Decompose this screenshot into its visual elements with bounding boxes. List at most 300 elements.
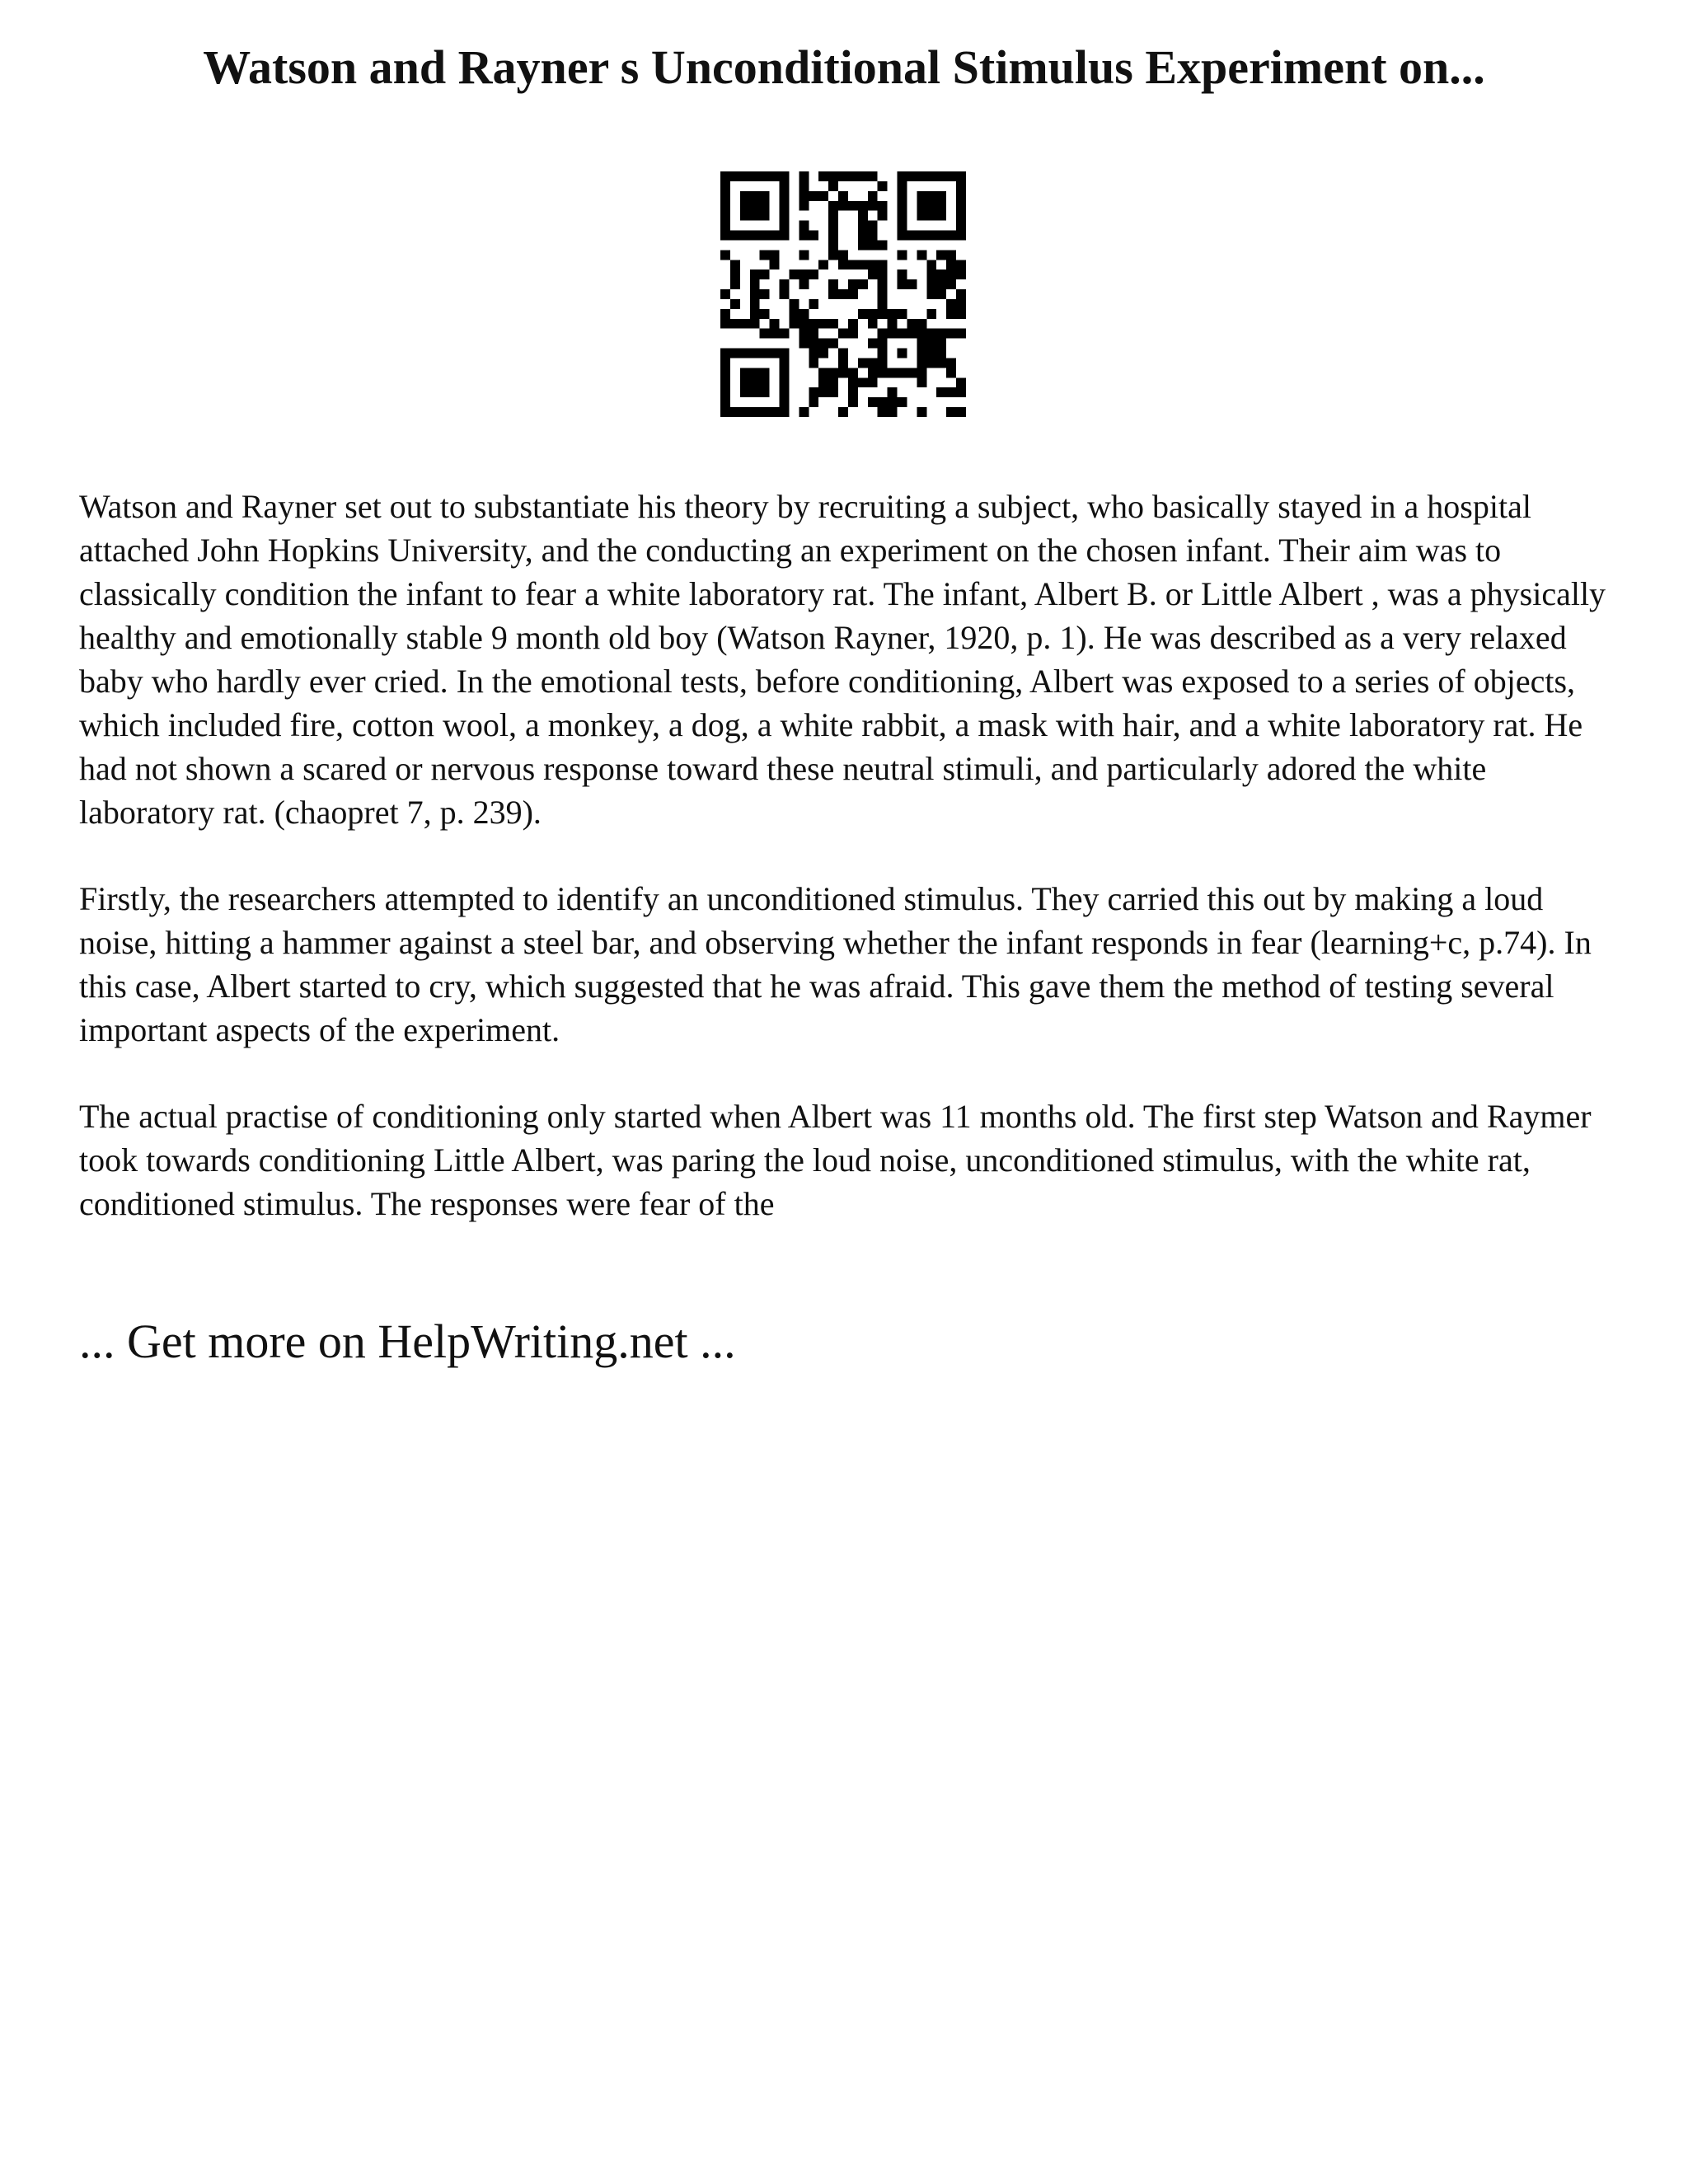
qr-module [740, 349, 750, 359]
qr-module [750, 289, 760, 299]
qr-module [858, 171, 868, 181]
qr-module [946, 269, 956, 279]
qr-module [730, 407, 740, 417]
qr-module [868, 269, 878, 279]
qr-module [956, 211, 966, 221]
qr-module [780, 211, 790, 221]
qr-module [858, 358, 868, 368]
qr-module [917, 358, 926, 368]
qr-module [780, 358, 790, 368]
qr-module [936, 171, 946, 181]
qr-module [780, 201, 790, 211]
qr-module [946, 407, 956, 417]
qr-module [770, 231, 780, 241]
qr-module [926, 269, 936, 279]
qr-module [878, 397, 888, 407]
qr-module [799, 231, 809, 241]
qr-module [858, 377, 868, 387]
qr-module [868, 319, 878, 329]
qr-module [838, 260, 848, 269]
qr-module [750, 279, 760, 289]
qr-module [898, 201, 907, 211]
qr-module [868, 377, 878, 387]
qr-module [799, 201, 809, 211]
qr-module [730, 260, 740, 269]
qr-module [760, 201, 770, 211]
qr-module [780, 171, 790, 181]
qr-code-graphic [720, 171, 966, 417]
qr-module [730, 171, 740, 181]
qr-module [740, 407, 750, 417]
qr-module [780, 231, 790, 241]
qr-module [720, 201, 730, 211]
qr-module [780, 191, 790, 201]
qr-module [780, 377, 790, 387]
qr-module [868, 397, 878, 407]
qr-module [730, 231, 740, 241]
qr-module [878, 329, 888, 339]
qr-module [898, 309, 907, 319]
qr-module [780, 289, 790, 299]
qr-module [760, 250, 770, 260]
qr-module [780, 329, 790, 339]
qr-module [730, 269, 740, 279]
qr-module [868, 221, 878, 231]
qr-module [750, 269, 760, 279]
qr-module [720, 387, 730, 397]
qr-module [720, 191, 730, 201]
qr-module [848, 377, 858, 387]
qr-module [838, 358, 848, 368]
qr-module [740, 211, 750, 221]
qr-module [828, 377, 838, 387]
qr-module [917, 368, 926, 377]
qr-module [956, 309, 966, 319]
qr-module [770, 171, 780, 181]
qr-module [809, 339, 818, 349]
qr-module [770, 329, 780, 339]
qr-module [720, 309, 730, 319]
qr-module [888, 407, 898, 417]
qr-module [799, 171, 809, 181]
qr-module [878, 260, 888, 269]
qr-module [780, 407, 790, 417]
qr-module [936, 231, 946, 241]
qr-module [780, 387, 790, 397]
qr-module [888, 397, 898, 407]
get-more-link[interactable]: ... Get more on HelpWriting.net ... [79, 1315, 736, 1368]
qr-module [878, 240, 888, 250]
qr-module [936, 269, 946, 279]
qr-module [946, 279, 956, 289]
qr-module [740, 201, 750, 211]
qr-module [740, 191, 750, 201]
qr-module [809, 231, 818, 241]
qr-module [828, 211, 838, 221]
qr-module [936, 250, 946, 260]
qr-module [809, 319, 818, 329]
qr-module [750, 407, 760, 417]
qr-module [720, 319, 730, 329]
qr-module [868, 260, 878, 269]
qr-module [750, 349, 760, 359]
qr-module [720, 349, 730, 359]
qr-module [878, 269, 888, 279]
qr-module [858, 309, 868, 319]
qr-module [917, 171, 926, 181]
qr-module [760, 368, 770, 377]
qr-module [828, 279, 838, 289]
qr-module [936, 329, 946, 339]
qr-module [799, 329, 809, 339]
qr-module [868, 191, 878, 201]
qr-module [828, 221, 838, 231]
qr-module [760, 309, 770, 319]
qr-module [926, 358, 936, 368]
qr-module [780, 368, 790, 377]
qr-module [926, 329, 936, 339]
qr-module [858, 260, 868, 269]
qr-module [956, 181, 966, 191]
qr-module [799, 309, 809, 319]
qr-module [946, 387, 956, 397]
qr-module [730, 349, 740, 359]
qr-module [898, 221, 907, 231]
body-paragraph-2: Firstly, the researchers attempted to identify an unconditioned stimulus. They carried this out by making a loud noise, hitting a hammer against a steel bar, and observing whether the infant responds in fear (learning+c, p.74). In this case, Albert started to cry, which suggested that he was afraid. This gave them the method of testing several important aspects of the experiment. [79, 880, 1592, 1048]
qr-module [760, 171, 770, 181]
qr-module [828, 240, 838, 250]
qr-module [898, 211, 907, 221]
qr-module [907, 368, 917, 377]
qr-module [907, 231, 917, 241]
qr-module [946, 299, 956, 309]
qr-module [936, 191, 946, 201]
qr-module [828, 171, 838, 181]
qr-module [888, 329, 898, 339]
qr-module [868, 240, 878, 250]
document-body [79, 485, 1629, 1268]
qr-module [818, 171, 828, 181]
qr-module [760, 289, 770, 299]
qr-module [770, 250, 780, 260]
qr-module [936, 349, 946, 359]
qr-module [848, 260, 858, 269]
qr-module [730, 279, 740, 289]
qr-module [946, 231, 956, 241]
qr-module [809, 387, 818, 397]
qr-module [838, 329, 848, 339]
qr-module [926, 349, 936, 359]
qr-code-icon [720, 171, 966, 417]
qr-module [838, 191, 848, 201]
qr-module [878, 289, 888, 299]
qr-module [848, 201, 858, 211]
qr-module [956, 289, 966, 299]
qr-module [740, 171, 750, 181]
qr-module [878, 358, 888, 368]
qr-module [878, 299, 888, 309]
qr-module [848, 329, 858, 339]
qr-module [956, 260, 966, 269]
qr-module [956, 201, 966, 211]
qr-module [828, 231, 838, 241]
qr-module [799, 407, 809, 417]
qr-module [946, 358, 956, 368]
qr-module [888, 387, 898, 397]
qr-module [818, 339, 828, 349]
qr-module [809, 349, 818, 359]
qr-module [878, 181, 888, 191]
qr-module [898, 349, 907, 359]
qr-module [936, 339, 946, 349]
qr-module [720, 377, 730, 387]
qr-module [750, 377, 760, 387]
qr-module [868, 309, 878, 319]
qr-module [917, 329, 926, 339]
qr-module [898, 250, 907, 260]
qr-module [917, 319, 926, 329]
qr-module [799, 250, 809, 260]
qr-module [720, 358, 730, 368]
qr-module [917, 349, 926, 359]
qr-module [848, 319, 858, 329]
qr-module [848, 171, 858, 181]
qr-module [868, 171, 878, 181]
qr-module [760, 231, 770, 241]
qr-module [898, 191, 907, 201]
qr-module [917, 339, 926, 349]
qr-module [760, 269, 770, 279]
qr-module [838, 368, 848, 377]
qr-module [720, 407, 730, 417]
qr-module [750, 171, 760, 181]
qr-module [898, 181, 907, 191]
qr-module [868, 201, 878, 211]
qr-module [750, 309, 760, 319]
qr-module [878, 339, 888, 349]
qr-module [888, 309, 898, 319]
qr-module [858, 201, 868, 211]
qr-module [917, 231, 926, 241]
qr-module [858, 279, 868, 289]
qr-module [926, 339, 936, 349]
qr-module [799, 181, 809, 191]
qr-module [828, 387, 838, 397]
qr-module [740, 368, 750, 377]
qr-module [946, 309, 956, 319]
qr-module [898, 231, 907, 241]
qr-module [868, 231, 878, 241]
document-title: Watson and Rayner s Unconditional Stimulus Experiment on... [203, 40, 1485, 94]
qr-module [838, 407, 848, 417]
qr-module [946, 250, 956, 260]
qr-module [828, 339, 838, 349]
qr-module [848, 279, 858, 289]
qr-module [799, 221, 809, 231]
qr-module [858, 221, 868, 231]
qr-module [789, 269, 799, 279]
qr-module [750, 319, 760, 329]
qr-module [956, 387, 966, 397]
qr-module [878, 349, 888, 359]
qr-module [760, 349, 770, 359]
qr-module [799, 339, 809, 349]
qr-module [956, 231, 966, 241]
qr-module [868, 358, 878, 368]
qr-module [878, 211, 888, 221]
qr-module [828, 368, 838, 377]
qr-module [720, 181, 730, 191]
qr-module [888, 368, 898, 377]
qr-module [799, 319, 809, 329]
qr-module [936, 201, 946, 211]
qr-module [750, 387, 760, 397]
qr-module [828, 201, 838, 211]
qr-module [750, 231, 760, 241]
qr-module [907, 329, 917, 339]
qr-module [858, 211, 868, 221]
qr-module [780, 221, 790, 231]
qr-module [740, 387, 750, 397]
qr-module [799, 279, 809, 289]
qr-module [780, 349, 790, 359]
qr-module [760, 407, 770, 417]
qr-module [936, 211, 946, 221]
body-paragraph-1: Watson and Rayner set out to substantiate his theory by recruiting a subject, who basically stayed in a hospital attached John Hopkins University, and the conducting an experiment on the chosen infant. Their aim was to classically condition the infant to fear a white laboratory rat. The infant, Albert B. or Little Albert , was a physically healthy and emotionally stable 9 month old boy (Watson Rayner, 1920, p. 1). He was described as a very relaxed baby who hardly ever cried. In the emotional tests, before conditioning, Albert was exposed to a series of objects, which included fire, cotton wool, a monkey, a dog, a white rabbit, a mask with hair, and a white laboratory rat. He had not shown a scared or nervous response toward these neutral stimuli, and particularly adored the white laboratory rat. (chaopret 7, p. 239). [79, 488, 1606, 831]
qr-module [720, 397, 730, 407]
qr-module [956, 221, 966, 231]
qr-module [809, 358, 818, 368]
qr-module [818, 191, 828, 201]
qr-module [936, 358, 946, 368]
qr-module [720, 289, 730, 299]
qr-module [760, 191, 770, 201]
qr-module [720, 250, 730, 260]
qr-module [936, 279, 946, 289]
qr-module [917, 377, 926, 387]
qr-module [926, 211, 936, 221]
qr-module [848, 387, 858, 397]
qr-module [898, 368, 907, 377]
qr-module [730, 319, 740, 329]
qr-module [780, 397, 790, 407]
qr-module [720, 231, 730, 241]
qr-module [720, 211, 730, 221]
qr-module [828, 319, 838, 329]
qr-module [926, 171, 936, 181]
qr-module [956, 171, 966, 181]
qr-module [809, 299, 818, 309]
qr-module [818, 260, 828, 269]
qr-module [878, 407, 888, 417]
qr-module [956, 377, 966, 387]
qr-module [926, 309, 936, 319]
qr-module [878, 309, 888, 319]
qr-module [818, 319, 828, 329]
qr-module [750, 201, 760, 211]
qr-module [838, 201, 848, 211]
qr-module [878, 279, 888, 289]
qr-module [898, 279, 907, 289]
qr-module [926, 191, 936, 201]
qr-module [917, 407, 926, 417]
qr-module [898, 171, 907, 181]
qr-module [848, 368, 858, 377]
qr-module [898, 329, 907, 339]
qr-module [888, 319, 898, 329]
qr-module [956, 407, 966, 417]
qr-module [780, 181, 790, 191]
qr-module [818, 368, 828, 377]
qr-module [780, 279, 790, 289]
qr-module [926, 279, 936, 289]
qr-module [799, 269, 809, 279]
qr-module [868, 368, 878, 377]
qr-module [760, 211, 770, 221]
qr-module [789, 309, 799, 319]
qr-module [818, 377, 828, 387]
qr-module [828, 181, 838, 191]
qr-module [750, 191, 760, 201]
qr-module [760, 329, 770, 339]
qr-module [946, 171, 956, 181]
qr-module [809, 397, 818, 407]
qr-module [770, 349, 780, 359]
qr-module [720, 221, 730, 231]
qr-module [750, 299, 760, 309]
qr-module [720, 171, 730, 181]
qr-module [809, 191, 818, 201]
qr-module [720, 368, 730, 377]
qr-module [917, 250, 926, 260]
qr-module [740, 319, 750, 329]
qr-module [926, 260, 936, 269]
qr-module [818, 387, 828, 397]
qr-module [898, 269, 907, 279]
qr-module [760, 377, 770, 387]
qr-module [858, 240, 868, 250]
qr-module [809, 329, 818, 339]
qr-module [818, 349, 828, 359]
qr-module [907, 171, 917, 181]
qr-module [917, 191, 926, 201]
qr-module [926, 289, 936, 299]
qr-module [789, 299, 799, 309]
qr-module [770, 260, 780, 269]
qr-module [809, 269, 818, 279]
qr-module [750, 211, 760, 221]
qr-module [936, 289, 946, 299]
qr-module [956, 191, 966, 201]
body-paragraph-3: The actual practise of conditioning only started when Albert was 11 months old. The first step Watson and Raymer took towards conditioning Little Albert, was paring the loud noise, unconditioned stimulus, with the white rat, conditioned stimulus. The responses were fear of the [79, 1098, 1592, 1222]
qr-module [878, 201, 888, 211]
qr-module [760, 387, 770, 397]
qr-module [740, 231, 750, 241]
qr-module [926, 201, 936, 211]
qr-module [936, 387, 946, 397]
qr-module [858, 231, 868, 241]
qr-module [838, 289, 848, 299]
qr-module [838, 349, 848, 359]
qr-module [750, 368, 760, 377]
qr-module [946, 260, 956, 269]
qr-module [828, 289, 838, 299]
qr-module [907, 319, 917, 329]
qr-module [770, 407, 780, 417]
qr-module [917, 211, 926, 221]
qr-module [868, 339, 878, 349]
qr-module [946, 329, 956, 339]
